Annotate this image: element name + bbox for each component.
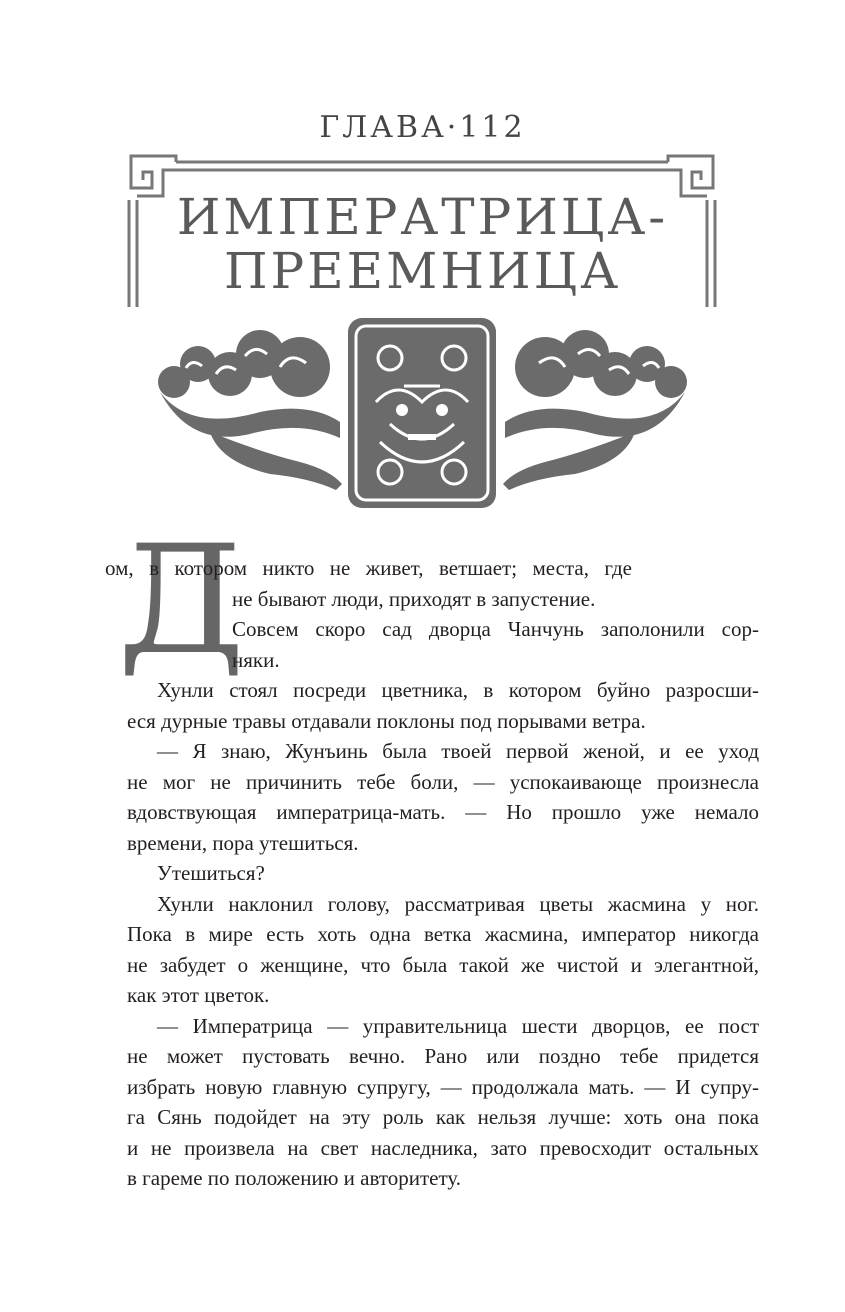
text-line: няки. [232, 648, 280, 672]
text-line: Хунли стоял посреди цветника, в котором буйно разросши- [157, 678, 759, 702]
right-cloud-ornament [503, 330, 687, 490]
text-line: не бывают люди, приходят в запустение. [232, 587, 596, 611]
text-line: избрать новую главную супругу, — продолжала мать. — И супру- [127, 1075, 759, 1099]
text-line: и не произвела на свет наследника, зато превосходит остальных [127, 1136, 759, 1160]
dragon-cloud-emblem [150, 312, 695, 518]
chapter-title-line-1: ИМПЕРАТРИЦА- [176, 188, 669, 246]
text-line: не мог не причинить тебе боли, — успокаивающе произнесла [127, 770, 759, 794]
drop-cap-letter: Д [117, 514, 246, 688]
text-line: как этот цветок. [127, 983, 270, 1007]
text-line: га Сянь подойдет на эту роль как нельзя лучше: хоть она пока [127, 1105, 759, 1129]
text-line: не может пустовать вечно. Рано или поздно тебе придется [127, 1044, 759, 1068]
text-line: еся дурные травы отдавали поклоны под порывами ветра. [127, 709, 646, 733]
left-cloud-ornament [158, 330, 342, 490]
chapter-title-line-2: ПРЕЕМНИЦА [223, 242, 622, 300]
text-line: времени, пора утешиться. [127, 831, 359, 855]
text-line: ом, в котором никто не живет, ветшает; места, где [105, 556, 632, 580]
text-line: — Я знаю, Жунъинь была твоей первой женой, и ее уход [157, 739, 759, 763]
dragon-medallion [348, 318, 496, 508]
text-line: Пока в мире есть хоть одна ветка жасмина, император никогда [127, 922, 759, 946]
text-line: — Императрица — управительница шести дворцов, ее пост [157, 1014, 759, 1038]
text-line: Утешиться? [157, 861, 265, 885]
text-line: не забудет о женщине, что была такой же чистой и элегантной, [127, 953, 759, 977]
text-line: в гареме по положению и авторитету. [127, 1166, 462, 1190]
text-line: Совсем скоро сад дворца Чанчунь заполонили сор- [232, 617, 759, 641]
text-line: Хунли наклонил голову, рассматривая цветы жасмина у ног. [157, 892, 759, 916]
text-line: вдовствующая императрица-мать. — Но прошло уже немало [127, 800, 759, 824]
chapter-label: ГЛАВА·112 [319, 110, 526, 145]
